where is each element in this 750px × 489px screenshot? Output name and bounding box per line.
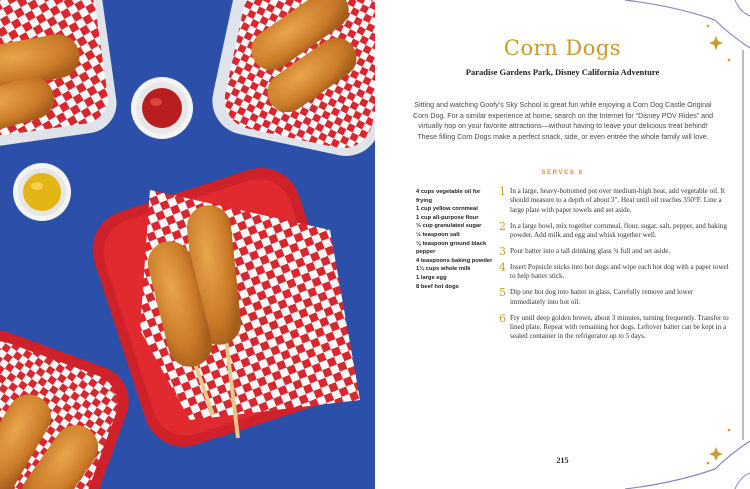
step-number: 2: [499, 219, 506, 233]
ingredient-item: 4 cups vegetable oil for frying: [416, 189, 481, 204]
step-item: [499, 219, 729, 241]
ingredient-item: 1¼ cups whole milk: [416, 266, 471, 273]
recipe-title: Corn Dogs: [503, 36, 622, 60]
step-text: Pour batter into a tall drinking glass ¾ full and set aside.: [510, 247, 671, 256]
mustard-cup: [13, 163, 71, 221]
step-text: In a large, heavy-bottomed pot over medium-high heat, add vegetable oil. It should measure to a depth of about 3". Heat until oil reaches 350°F. Line a large plate with paper towels and set aside.: [510, 187, 725, 214]
recipe-intro: Sitting and watching Goofy’s Sky School is great fun while enjoying a Corn Dog Castle Original Corn Dog. For a similar experience at home, search on the Internet for “Disney POV Rides” and virtually hop on your favorite attractions—without having to leave your delicious treat behind! These filling Corn Dogs make a perfect snack, side, or even entrée the whole family will love.: [412, 101, 714, 141]
step-number: 1: [499, 185, 506, 198]
step-text: In a large bowl, mix together cornmeal, flour, sugar, salt, pepper, and baking powder. Add milk and egg and whisk together well.: [510, 221, 727, 240]
ingredient-item: ½ teaspoon salt: [416, 231, 460, 238]
ingredient-item: 1 cup yellow cornmeal: [416, 206, 478, 213]
recipe-page: [375, 0, 750, 489]
step-item: [499, 260, 729, 282]
ingredient-item: 4 teaspoons baking powder: [416, 257, 493, 264]
ingredient-list: [416, 188, 498, 291]
ingredient-item: 1 large egg: [416, 274, 447, 281]
serves-label: SERVES 8: [541, 169, 584, 176]
step-item: [499, 311, 729, 342]
basket-top-left: [0, 0, 120, 150]
ingredient-item: 8 beef hot dogs: [416, 283, 459, 290]
step-text: Dip one hot dog into batter in glass. Carefully remove and lower immediately into hot oil.: [510, 288, 694, 306]
recipe-location: Paradise Gardens Park, Disney California Adventure: [465, 67, 660, 77]
step-number: 3: [499, 245, 506, 259]
ingredient-item: ⅓ cup granulated sugar: [416, 223, 482, 230]
step-item: [499, 288, 729, 307]
ketchup-cup: [131, 77, 193, 139]
ingredient-item: ⅛ teaspoon ground black pepper: [416, 240, 487, 256]
page-number: 215: [556, 456, 569, 465]
step-number: 6: [499, 311, 506, 325]
step-item: [499, 187, 729, 215]
ingredient-item: 1 cup all-purpose flour: [416, 214, 479, 221]
step-number: 4: [499, 260, 506, 274]
step-list: [499, 187, 729, 348]
step-text: Fry until deep golden brown, about 3 minutes, turning frequently. Transfer to lined plate. Repeat with remaining hot dogs. Leftover batter can be kept in a sealed container in the refrigerator up to 5 days.: [510, 313, 729, 341]
step-number: 5: [499, 286, 506, 300]
step-text: Insert Popsicle sticks into hot dogs and wipe each hot dog with a paper towel to help batter stick.: [510, 262, 729, 281]
step-item: [499, 245, 729, 259]
